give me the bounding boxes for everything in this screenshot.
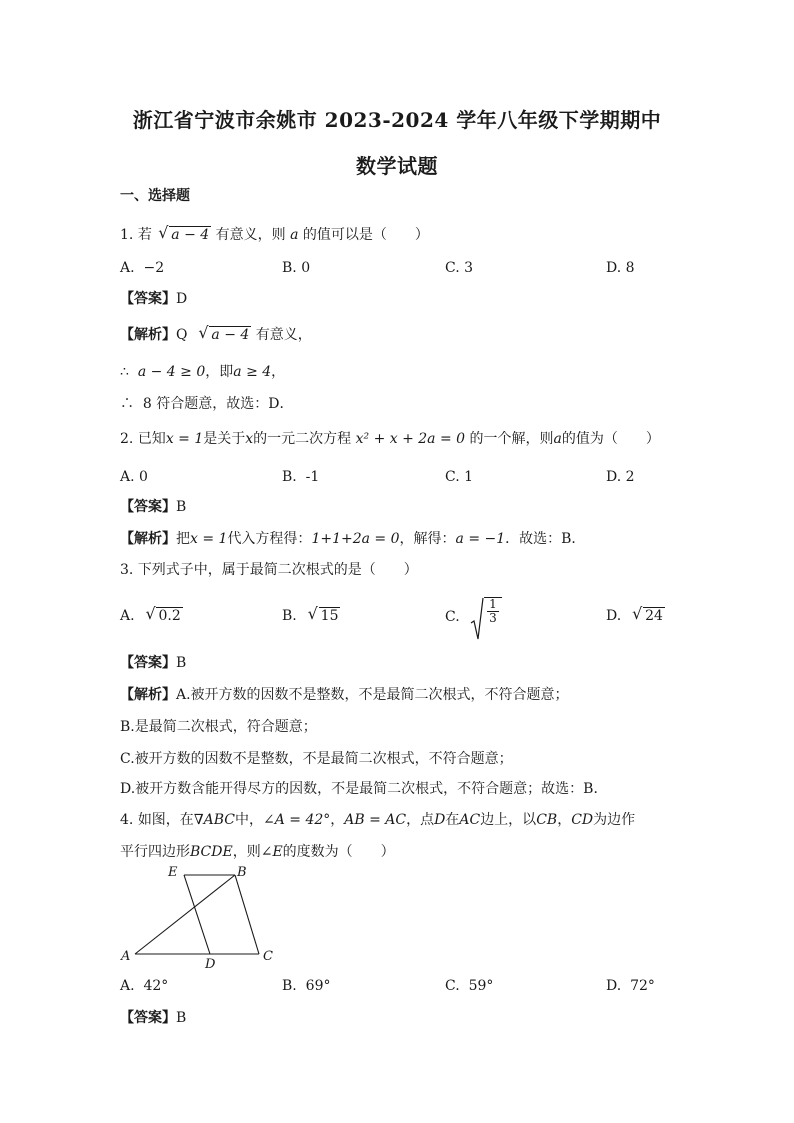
- label-b: B: [237, 865, 247, 880]
- q2-option-b-text: -1: [305, 469, 320, 485]
- q2-var2: a: [553, 431, 562, 447]
- q3-analysis-label: 【解析】: [120, 687, 176, 703]
- q4-line1-triangle: ∇ABC: [193, 812, 235, 828]
- q3-option-a-radicand: 0.2: [158, 608, 181, 624]
- q4-line1-mid2: ，点: [406, 812, 435, 828]
- q4-number: 4.: [120, 812, 134, 828]
- q4-line1-sep: ，: [330, 812, 345, 828]
- label-c: C: [263, 949, 273, 964]
- q2-post: 的值为（ ）: [561, 431, 660, 447]
- q3-answer-label: 【答案】: [120, 655, 176, 671]
- q3-analysis-line-a: A.被开方数的因数不是整数，不是最简二次根式，不符合题意；: [176, 687, 569, 703]
- q2-analysis-label: 【解析】: [120, 531, 176, 547]
- q1-analysis-line2: [120, 363, 285, 381]
- section-heading: 一、选择题: [120, 188, 190, 204]
- q4-line1-end: 为边作: [593, 812, 636, 828]
- q3-answer-value: B: [176, 655, 187, 671]
- label-a: A: [121, 949, 131, 964]
- q3-option-c-radicand: [484, 597, 502, 625]
- q1-line3-text: 8 符合题意，故选：D．: [142, 396, 294, 412]
- q2-math1: x = 1: [165, 431, 204, 447]
- page-title: 浙江省宁波市余姚市 2023-2024 学年八年级下学期期中: [132, 108, 662, 132]
- q1-answer-value: D: [176, 291, 188, 307]
- label-e: E: [168, 865, 178, 880]
- question-2: [120, 430, 660, 448]
- q4-line1-mid4: 边上，以: [480, 812, 537, 828]
- q1-post: 有意义，则: [215, 227, 286, 243]
- q2-option-c[interactable]: [445, 468, 473, 486]
- q4-figure: [118, 862, 298, 972]
- q4-answer-value: B: [176, 1010, 187, 1026]
- q1-var: a: [290, 227, 299, 243]
- q2-answer-value: B: [176, 499, 187, 515]
- q2-option-d[interactable]: [606, 468, 635, 486]
- q3-option-c-fraction: [487, 598, 499, 625]
- q4-line1-angle: ∠A = 42°: [262, 812, 331, 828]
- q4-option-c[interactable]: [445, 977, 493, 995]
- q4-line1-mid: 中，: [234, 812, 263, 828]
- q1-option-c-letter: C.: [445, 260, 460, 276]
- q4-option-b-letter: B.: [282, 978, 297, 994]
- segment-ed: [184, 875, 210, 954]
- q1-option-b-letter: B.: [282, 260, 297, 276]
- q3-option-b-letter: B.: [282, 608, 297, 624]
- page-subtitle: 数学试题: [356, 154, 438, 178]
- q1-analysis-label: 【解析】: [120, 327, 176, 343]
- q3-option-d-letter: D.: [606, 608, 622, 624]
- q1-post2: 的值可以是（ ）: [302, 227, 429, 243]
- q1-option-d-letter: D.: [606, 260, 622, 276]
- q2-analysis-end: ．故选：B．: [505, 531, 586, 547]
- q4-line2-shape: BCDE: [190, 844, 233, 860]
- q4-option-b-text: 69°: [305, 978, 331, 994]
- q3-option-a[interactable]: [120, 607, 183, 625]
- q3-analysis-4: D.被开方数含能开得尽方的因数，不是最简二次根式，不符合题意；故选：B．: [120, 781, 608, 797]
- q3-option-a-sqrt: [145, 607, 182, 625]
- q1-option-c[interactable]: [445, 259, 473, 277]
- question-3: [120, 561, 418, 579]
- q4-answer-label: 【答案】: [120, 1010, 176, 1026]
- q4-option-d-letter: D.: [606, 978, 622, 994]
- q4-answer: [120, 1009, 186, 1027]
- q4-option-c-text: 59°: [468, 978, 494, 994]
- q2-mid3: 的一个解，则: [469, 431, 554, 447]
- q1-number: 1.: [120, 227, 134, 243]
- q1-sqrt: [158, 226, 211, 244]
- q1-option-b[interactable]: [282, 259, 310, 277]
- q1-option-d-text: 8: [625, 260, 635, 276]
- q4-line1-d: D: [434, 812, 446, 828]
- q2-pre: 已知: [137, 431, 166, 447]
- q3-option-c-sqrt: [470, 597, 502, 625]
- label-d: D: [205, 957, 216, 972]
- q4-line1-cd: CD: [571, 812, 594, 828]
- q4-option-a-text: 42°: [143, 978, 169, 994]
- q4-line2-mid: ，则: [232, 844, 261, 860]
- q4-line1-ac: AC: [459, 812, 481, 828]
- q2-option-a-text: 0: [139, 469, 148, 485]
- q3-option-c[interactable]: [445, 596, 502, 626]
- q2-analysis-mid: 代入方程得：: [227, 531, 312, 547]
- q4-option-c-letter: C.: [445, 978, 460, 994]
- q1-line3-sym: ∴: [120, 396, 134, 412]
- question-4-line2: [120, 843, 395, 861]
- q1-option-a-text: −2: [143, 260, 165, 276]
- q4-option-a-letter: A.: [120, 978, 135, 994]
- q2-option-d-letter: D.: [606, 469, 622, 485]
- q1-analysis-radicand: a − 4: [211, 327, 250, 343]
- q1-line2-end: ，: [271, 364, 286, 380]
- q2-analysis-pre: 把: [176, 531, 190, 547]
- q2-analysis-math3: a = −1: [455, 531, 506, 547]
- q4-line2-pre: 平行四边形: [120, 844, 190, 860]
- q1-option-a[interactable]: [120, 259, 164, 277]
- q2-var1: x: [245, 431, 254, 447]
- q3-analysis-2: B.是最简二次根式，符合题意；: [120, 719, 317, 735]
- q4-option-d-text: 72°: [630, 978, 655, 994]
- q4-option-a[interactable]: [120, 977, 168, 995]
- q4-line1-mid3: 在: [445, 812, 460, 828]
- q1-line2-math2: a ≥ 4: [233, 364, 272, 380]
- q3-option-d-radicand: 24: [645, 608, 663, 624]
- q2-option-d-text: 2: [625, 469, 635, 485]
- q1-line2-math: a − 4 ≥ 0: [137, 364, 206, 380]
- q4-line2-angle: ∠E: [260, 844, 283, 860]
- q3-option-c-numerator: 1: [489, 597, 497, 611]
- q2-analysis: [120, 530, 585, 548]
- q1-option-a-letter: A.: [120, 260, 135, 276]
- q2-option-b-letter: B.: [282, 469, 297, 485]
- q1-analysis-sqrt: [198, 326, 251, 344]
- q1-pre: 若: [137, 227, 152, 243]
- q1-option-d[interactable]: [606, 259, 635, 277]
- q1-analysis-line3: [120, 395, 294, 413]
- question-1: [120, 226, 429, 244]
- q2-option-c-letter: C.: [445, 469, 460, 485]
- q3-text: 下列式子中，属于最简二次根式的是（ ）: [137, 562, 418, 578]
- q3-number: 3.: [120, 562, 134, 578]
- q2-option-b[interactable]: [282, 468, 319, 486]
- q2-analysis-math1: x = 1: [190, 531, 228, 547]
- question-4-line1: [120, 811, 635, 829]
- q3-analysis-3: C.被开方数的因数不是整数，不是最简二次根式，不符合题意；: [120, 751, 513, 767]
- q1-option-b-text: 0: [301, 260, 311, 276]
- q4-line1-cb: CB: [536, 812, 558, 828]
- q4-option-b[interactable]: [282, 977, 330, 995]
- q3-option-c-letter: C.: [445, 609, 460, 625]
- q1-analysis-sym: Q: [176, 327, 188, 343]
- q2-analysis-mid2: ，解得：: [399, 531, 456, 547]
- q2-mid1: 是关于: [203, 431, 246, 447]
- q1-line2-sym: ∴: [120, 364, 129, 380]
- q2-answer: [120, 498, 186, 516]
- q3-option-b-sqrt: [308, 607, 341, 625]
- q1-analysis: [120, 326, 312, 344]
- q1-answer: [120, 290, 187, 308]
- q4-line2-end: 的度数为（ ）: [282, 844, 395, 860]
- q3-answer: [120, 654, 186, 672]
- q2-mid2: 的一元二次方程: [253, 431, 352, 447]
- q1-line2-mid: ，即: [205, 364, 234, 380]
- q4-line1-pre: 如图，在: [137, 812, 194, 828]
- q3-option-c-denominator: 3: [489, 611, 497, 625]
- q1-radicand: a − 4: [171, 227, 210, 243]
- q2-answer-label: 【答案】: [120, 499, 176, 515]
- q2-option-c-text: 1: [464, 469, 474, 485]
- q2-option-a-letter: A.: [120, 469, 135, 485]
- segment-bc: [235, 875, 259, 954]
- q4-line1-eq: AB = AC: [344, 812, 407, 828]
- q4-line1-sep2: ，: [557, 812, 572, 828]
- segment-ab: [135, 875, 235, 954]
- q3-option-b[interactable]: [282, 607, 340, 625]
- q4-option-d[interactable]: [606, 977, 655, 995]
- q3-option-d-sqrt: [632, 607, 665, 625]
- q1-answer-label: 【答案】: [120, 291, 176, 307]
- q3-option-a-letter: A.: [120, 608, 135, 624]
- q3-option-b-radicand: 15: [320, 608, 339, 624]
- q3-analysis-1: [120, 686, 569, 704]
- q1-analysis-post: 有意义，: [255, 327, 312, 343]
- q2-option-a[interactable]: [120, 468, 148, 486]
- q2-number: 2.: [120, 431, 134, 447]
- q3-option-c-radical-sign: [470, 597, 484, 641]
- q1-option-c-text: 3: [464, 260, 474, 276]
- q2-math2: x² + x + 2a = 0: [355, 431, 466, 447]
- q3-option-d[interactable]: [606, 607, 665, 625]
- q2-analysis-math2: 1+1+2a = 0: [311, 531, 400, 547]
